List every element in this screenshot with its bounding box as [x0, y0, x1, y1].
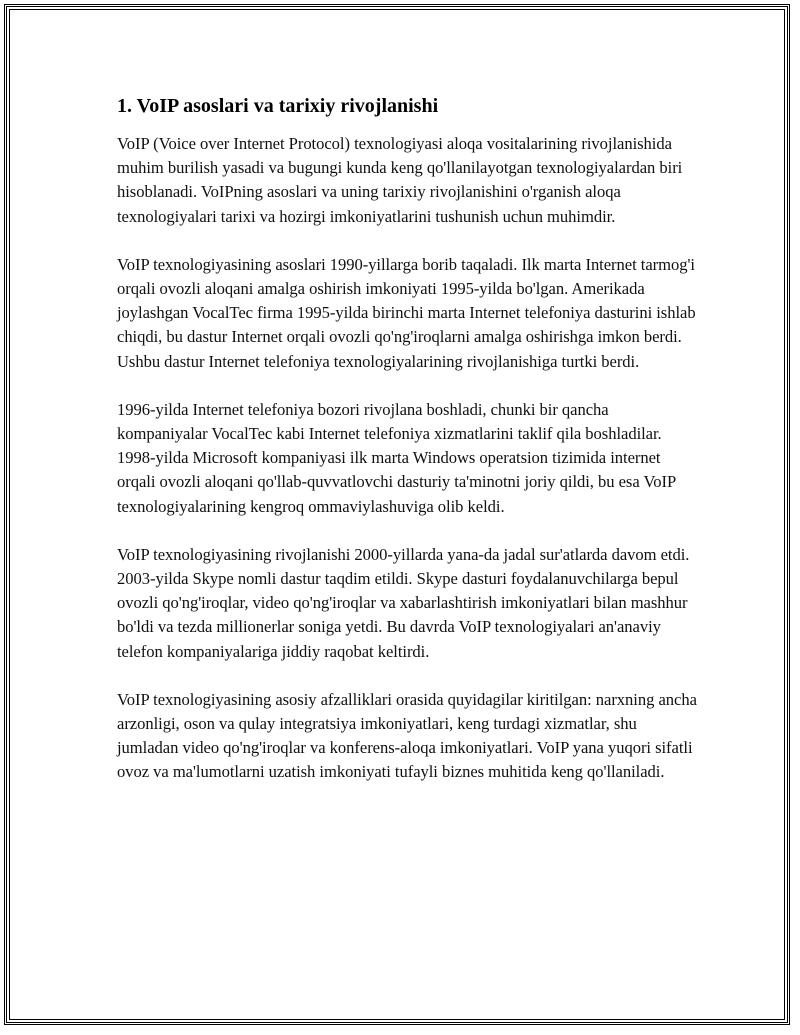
document-body — [117, 92, 697, 809]
paragraph-origins: VoIP texnologiyasining asoslari 1990-yillarga borib taqaladi. Ilk marta Internet tarmog'i orqali ovozli aloqani amalga oshirish imkoniyati 1995-yilda bo'lgan. Amerikada joylashgan VocalTec firma 1995-yilda birinchi marta Internet telefoniya dasturini ishlab chiqdi, bu dastur Internet orqali ovozli qo'ng'iroqlarni amalga oshirishga imkon berdi. Ushbu dastur Internet telefoniya texnologiyalarining rivojlanishiga turtki berdi. — [117, 254, 696, 371]
paragraph-advantages: VoIP texnologiyasining asosiy afzalliklari orasida quyidagilar kiritilgan: narxning ancha arzonligi, oson va qulay integratsiya imkoniyatlari, keng turdagi xizmatlar, shu jumladan video qo'ng'iroqlar va konferens-aloqa imkoniyatlari. VoIP yana yuqori sifatli ovoz va ma'lumotlarni uzatish imkoniyati tufayli biznes muhitida keng qo'llaniladi. — [117, 689, 697, 782]
section-heading: 1. VoIP asoslari va tarixiy rivojlanishi — [117, 95, 439, 117]
paragraph-intro: VoIP (Voice over Internet Protocol) texnologiyasi aloqa vositalarining rivojlanishida muhim burilish yasadi va bugungi kunda keng qo'llanilayotgan texnologiyalardan biri hisoblanadi. VoIPning asoslari va uning tarixiy rivojlanishini o'rganish aloqa texnologiyalari tarixi va hozirgi imkoniyatlarini tushunish uchun muhimdir. — [117, 134, 683, 226]
paragraph-2000s-development: VoIP texnologiyasining rivojlanishi 2000-yillarda yana-da jadal sur'atlarda davom etdi. 2003-yilda Skype nomli dastur taqdim etildi. Skype dasturi foydalanuvchilarga bepul ovozli qo'ng'iroqlar, video qo'ng'iroqlar va xabarlashtirish imkoniyatlari bilan mashhur bo'ldi va tezda millionerlar soniga yetdi. Bu davrda VoIP texnologiyalari an'anaviy telefon kompaniyalariga jiddiy raqobat keltirdi. — [117, 544, 690, 661]
paragraph-market-growth: 1996-yilda Internet telefoniya bozori rivojlana boshladi, chunki bir qancha kompaniyalar VocalTec kabi Internet telefoniya xizmatlarini taklif qila boshladilar. 1998-yilda Microsoft kompaniyasi ilk marta Windows operatsion tizimida internet orqali ovozli aloqani qo'llab-quvvatlovchi dasturiy ta'minotni joriy qildi, bu esa VoIP texnologiyalarining kengroq ommaviylashuviga olib keldi. — [117, 399, 676, 516]
